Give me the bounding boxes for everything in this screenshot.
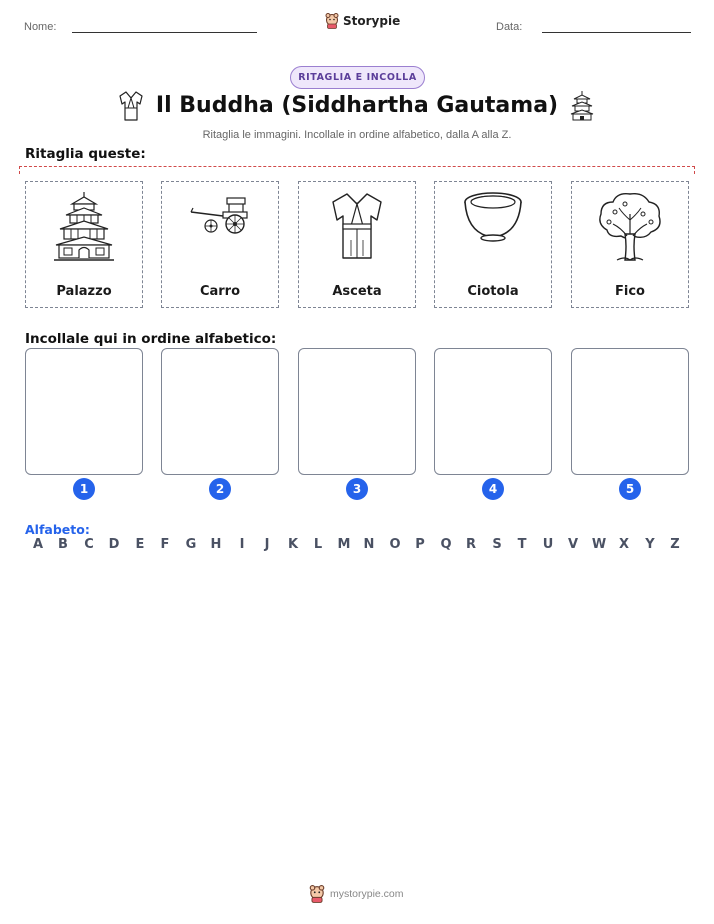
title-pagoda-icon: [570, 91, 594, 125]
alphabet-letter: G: [185, 537, 197, 552]
robe-icon: [299, 190, 415, 270]
alphabet-letter: Z: [670, 537, 680, 552]
slot-number-4: 4: [482, 478, 504, 500]
card-label: Fico: [615, 284, 645, 299]
alphabet-letter: C: [84, 537, 94, 552]
footer-url[interactable]: mystorypie.com: [330, 888, 404, 900]
slot-number-2: 2: [209, 478, 231, 500]
alphabet-letter: O: [389, 537, 401, 552]
tree-icon: [572, 190, 688, 270]
paste-slot-2[interactable]: [161, 348, 279, 475]
bowl-icon: [435, 190, 551, 270]
card-ciotola[interactable]: [434, 181, 552, 308]
card-fico[interactable]: [571, 181, 689, 308]
slot-number-1: 1: [73, 478, 95, 500]
alphabet-letter: I: [239, 537, 245, 552]
palace-icon: [26, 190, 142, 270]
alphabet-heading: Alfabeto:: [25, 522, 90, 537]
cut-heading: Ritaglia queste:: [25, 146, 146, 162]
footer: [309, 885, 404, 903]
alphabet-letter: M: [337, 537, 351, 552]
alphabet-letter: U: [542, 537, 554, 552]
alphabet-letter: P: [415, 537, 425, 552]
alphabet-row: [0, 537, 714, 557]
alphabet-letter: H: [210, 537, 222, 552]
alphabet-letter: B: [58, 537, 68, 552]
alphabet-letter: J: [264, 537, 270, 552]
storypie-mascot-icon: [325, 13, 339, 29]
alphabet-letter: Y: [645, 537, 655, 552]
brand-logo: [325, 13, 400, 29]
alphabet-letter: L: [313, 537, 323, 552]
alphabet-letter: D: [108, 537, 120, 552]
instructions: Ritaglia le immagini. Incollale in ordine alfabetico, dalla A alla Z.: [202, 129, 512, 141]
paste-heading: Incollale qui in ordine alfabetico:: [25, 331, 277, 347]
alphabet-letter: Q: [440, 537, 452, 552]
alphabet-letter: X: [618, 537, 630, 552]
alphabet-letter: V: [567, 537, 579, 552]
card-label: Palazzo: [56, 284, 112, 299]
cart-icon: [162, 190, 278, 270]
paste-slot-5[interactable]: [571, 348, 689, 475]
paste-slot-3[interactable]: [298, 348, 416, 475]
brand-name: Storypie: [343, 14, 401, 28]
alphabet-letter: K: [287, 537, 299, 552]
title-robe-icon: [118, 90, 144, 126]
alphabet-letter: T: [517, 537, 527, 552]
paste-slot-4[interactable]: [434, 348, 552, 475]
card-label: Carro: [199, 284, 241, 299]
alphabet-letter: N: [363, 537, 375, 552]
page-title: Il Buddha (Siddhartha Gautama): [155, 93, 559, 118]
storypie-mascot-icon: [309, 885, 325, 903]
paste-slot-1[interactable]: [25, 348, 143, 475]
card-palazzo[interactable]: [25, 181, 143, 308]
alphabet-letter: A: [32, 537, 44, 552]
date-line[interactable]: [542, 32, 691, 33]
name-label: Nome:: [24, 21, 57, 33]
date-label: Data:: [496, 21, 523, 33]
alphabet-letter: W: [591, 537, 607, 552]
card-asceta[interactable]: [298, 181, 416, 308]
card-carro[interactable]: [161, 181, 279, 308]
activity-badge: RITAGLIA E INCOLLA: [290, 66, 425, 89]
card-label: Ciotola: [467, 284, 519, 299]
alphabet-letter: R: [465, 537, 476, 552]
slot-number-5: 5: [619, 478, 641, 500]
slot-number-3: 3: [346, 478, 368, 500]
cut-line: [19, 166, 695, 174]
alphabet-letter: F: [160, 537, 170, 552]
name-line[interactable]: [72, 32, 257, 33]
alphabet-letter: S: [492, 537, 502, 552]
alphabet-letter: E: [135, 537, 145, 552]
card-label: Asceta: [332, 284, 382, 299]
